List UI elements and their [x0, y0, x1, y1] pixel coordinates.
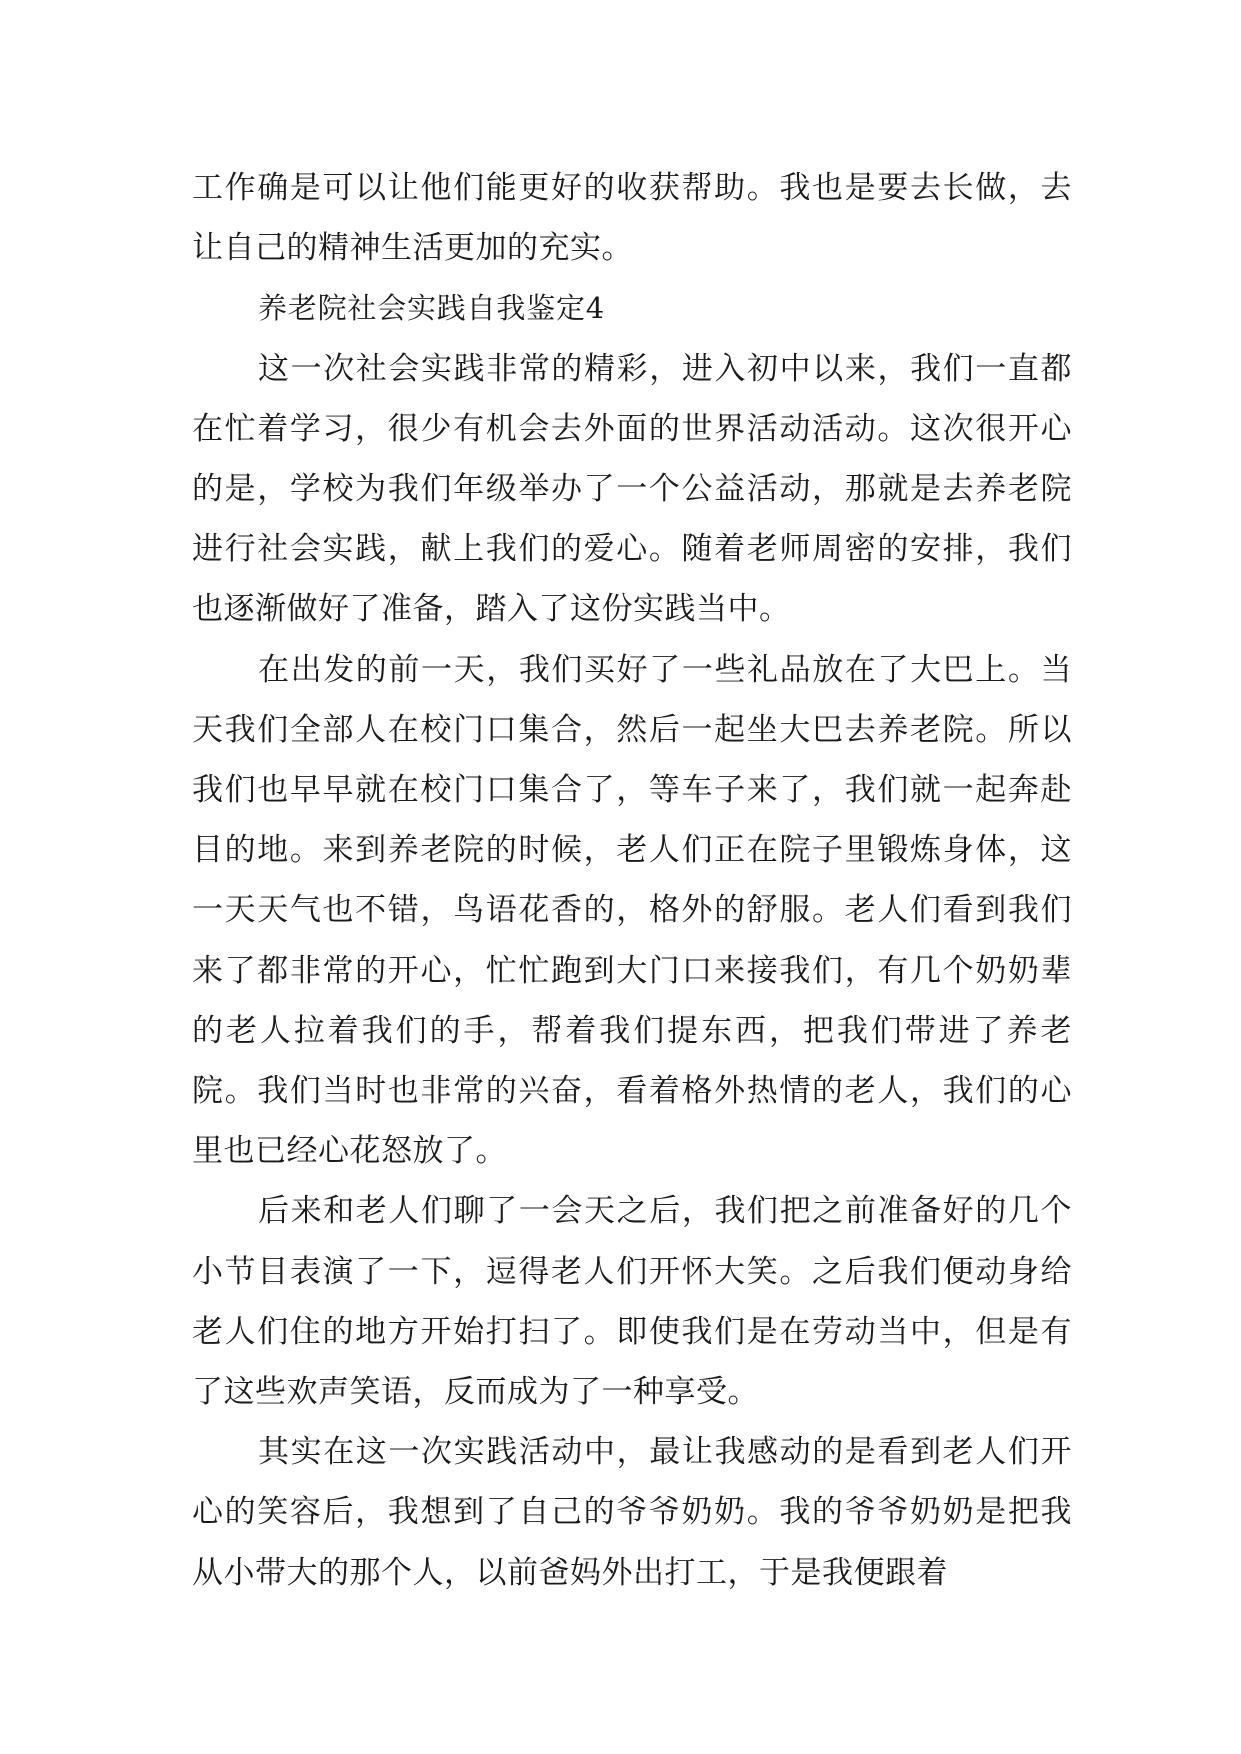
paragraph-continuation: 工作确是可以让他们能更好的收获帮助。我也是要去长做，去让自己的精神生活更加的充实。: [192, 170, 1072, 267]
paragraph: 这一次社会实践非常的精彩，进入初中以来，我们一直都在忙着学习，很少有机会去外面的世界活动活动。这次很开心的是，学校为我们年级举办了一个公益活动，那就是去养老院进行社会实践，献上我们的爱心。随着老师周密的安排，我们也逐渐做好了准备，踏入了这份实践当中。: [192, 350, 1072, 628]
paragraph: 其实在这一次实践活动中，最让我感动的是看到老人们开心的笑容后，我想到了自己的爷爷奶奶。我的爷爷奶奶是把我从小带大的那个人，以前爸妈外出打工，于是我便跟着: [192, 1434, 1072, 1591]
document-body: [192, 158, 1072, 1603]
section-heading: 养老院社会实践自我鉴定4: [258, 291, 606, 326]
paragraph: 后来和老人们聊了一会天之后，我们把之前准备好的几个小节目表演了一下，逗得老人们开怀大笑。之后我们便动身给老人们住的地方开始打扫了。即使我们是在劳动当中，但是有了这些欢声笑语，反而成为了一种享受。: [192, 1193, 1072, 1411]
paragraph: 在出发的前一天，我们买好了一些礼品放在了大巴上。当天我们全部人在校门口集合，然后一起坐大巴去养老院。所以我们也早早就在校门口集合了，等车子来了，我们就一起奔赴目的地。来到养老院的时候，老人们正在院子里锻炼身体，这一天天气也不错，鸟语花香的，格外的舒服。老人们看到我们来了都非常的开心，忙忙跑到大门口来接我们，有几个奶奶辈的老人拉着我们的手，帮着我们提东西，把我们带进了养老院。我们当时也非常的兴奋，看着格外热情的老人，我们的心里也已经心花怒放了。: [192, 651, 1072, 1170]
